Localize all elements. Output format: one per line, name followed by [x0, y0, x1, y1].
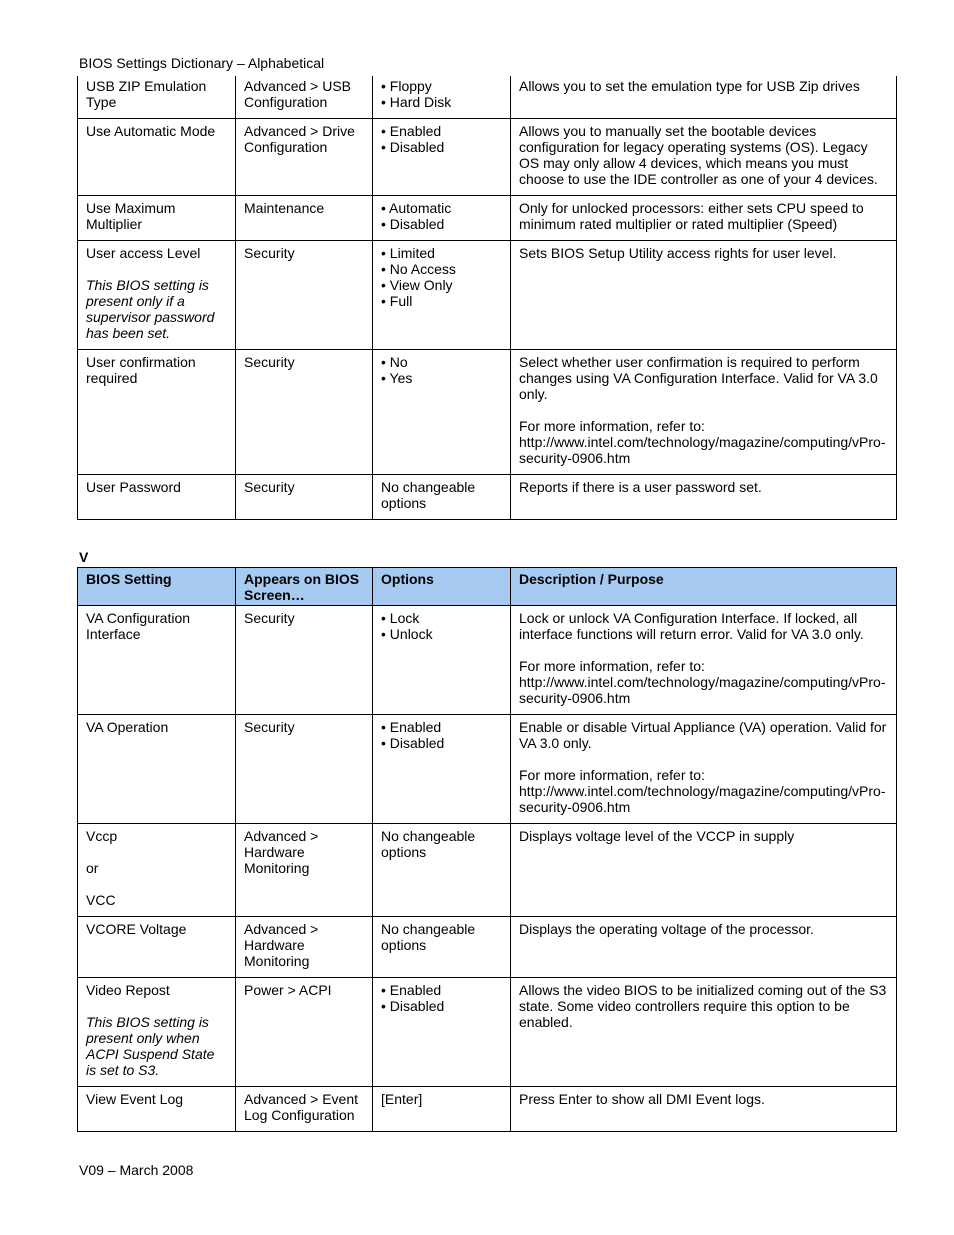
option-item: • Enabled	[381, 123, 442, 139]
option-item: • Enabled	[381, 719, 442, 735]
cell-options	[373, 241, 511, 350]
cell-options	[373, 350, 511, 475]
cell-setting	[78, 76, 236, 119]
option-item: • Disabled	[381, 139, 445, 155]
setting-name: Use Maximum Multiplier	[86, 200, 176, 232]
option-item: • Unlock	[381, 626, 433, 642]
option-item: • Full	[381, 293, 413, 309]
setting-name: User confirmation required	[86, 354, 196, 386]
setting-name: Vccp	[86, 828, 118, 844]
cell-screen	[236, 917, 373, 978]
option-item: • Disabled	[381, 998, 445, 1014]
cell-description	[511, 119, 897, 196]
table-row	[78, 824, 897, 917]
cell-description	[511, 241, 897, 350]
cell-screen	[236, 119, 373, 196]
page-header: BIOS Settings Dictionary – Alphabetical	[79, 55, 325, 71]
setting-name: User Password	[86, 479, 181, 495]
option-item: • View Only	[381, 277, 453, 293]
description-paragraph: Displays voltage level of the VCCP in supply	[519, 828, 795, 844]
screen-path: Advanced > Hardware Monitoring	[244, 828, 319, 876]
setting-note: This BIOS setting is present only if a supervisor password has been set.	[86, 277, 215, 341]
column-header-options: Options	[373, 568, 511, 606]
description-paragraph: Allows you to manually set the bootable devices configuration for legacy operating systems (OS). Legacy OS may only allow 4 devices, which means you must choose to use the IDE controller as one of your 4 devices.	[519, 123, 878, 187]
cell-description	[511, 1087, 897, 1132]
table-row	[78, 475, 897, 520]
settings-table-v	[77, 567, 897, 1132]
option-item: • Limited	[381, 245, 435, 261]
cell-setting	[78, 824, 236, 917]
table-row	[78, 350, 897, 475]
cell-screen	[236, 606, 373, 715]
column-header-screen: Appears on BIOS Screen…	[236, 568, 373, 606]
description-paragraph: Press Enter to show all DMI Event logs.	[519, 1091, 765, 1107]
option-item: • Lock	[381, 610, 420, 626]
cell-description	[511, 350, 897, 475]
option-item: • Floppy	[381, 78, 432, 94]
description-paragraph: Only for unlocked processors: either sets CPU speed to minimum rated multiplier or rated multiplier (Speed)	[519, 200, 864, 232]
description-paragraph: Lock or unlock VA Configuration Interface. If locked, all interface functions will return error. Valid for VA 3.0 only.	[519, 610, 864, 642]
option-item: • Disabled	[381, 735, 445, 751]
option-item: • Automatic	[381, 200, 452, 216]
cell-screen	[236, 196, 373, 241]
description-paragraph: Sets BIOS Setup Utility access rights for user level.	[519, 245, 837, 261]
screen-path: Security	[244, 610, 295, 626]
cell-options	[373, 917, 511, 978]
option-item: [Enter]	[381, 1091, 423, 1107]
cell-description	[511, 475, 897, 520]
cell-options	[373, 1087, 511, 1132]
table-row	[78, 119, 897, 196]
cell-options	[373, 606, 511, 715]
page-footer: V09 – March 2008	[79, 1162, 194, 1178]
description-paragraph: Enable or disable Virtual Appliance (VA) operation. Valid for VA 3.0 only.	[519, 719, 887, 751]
setting-name: VA Operation	[86, 719, 169, 735]
cell-options	[373, 475, 511, 520]
cell-screen	[236, 824, 373, 917]
section-letter-v: V	[79, 549, 89, 565]
option-item: • Hard Disk	[381, 94, 452, 110]
setting-name: Use Automatic Mode	[86, 123, 216, 139]
setting-alias: or	[86, 860, 99, 876]
table-row	[78, 241, 897, 350]
option-item: • No Access	[381, 261, 456, 277]
cell-description	[511, 606, 897, 715]
cell-description	[511, 824, 897, 917]
option-item: No changeable options	[381, 921, 476, 953]
setting-name: USB ZIP Emulation Type	[86, 78, 207, 110]
description-paragraph: Select whether user confirmation is required to perform changes using VA Configuration Interface. Valid for VA 3.0 only.	[519, 354, 878, 402]
setting-name: User access Level	[86, 245, 201, 261]
setting-name: VCORE Voltage	[86, 921, 187, 937]
column-header-setting: BIOS Setting	[78, 568, 236, 606]
cell-options	[373, 715, 511, 824]
cell-setting	[78, 241, 236, 350]
screen-path: Power > ACPI	[244, 982, 332, 998]
setting-name: Video Repost	[86, 982, 170, 998]
cell-options	[373, 196, 511, 241]
option-item: No changeable options	[381, 479, 476, 511]
cell-options	[373, 76, 511, 119]
screen-path: Advanced > Event Log Configuration	[244, 1091, 359, 1123]
cell-setting	[78, 475, 236, 520]
cell-description	[511, 917, 897, 978]
cell-description	[511, 76, 897, 119]
cell-setting	[78, 606, 236, 715]
option-item: • No	[381, 354, 408, 370]
description-paragraph: Displays the operating voltage of the processor.	[519, 921, 814, 937]
cell-setting	[78, 119, 236, 196]
setting-alias: VCC	[86, 892, 116, 908]
description-paragraph: For more information, refer to: http://www.intel.com/technology/magazine/computing/vPro-security-0906.htm	[519, 418, 886, 466]
screen-path: Security	[244, 719, 295, 735]
cell-screen	[236, 350, 373, 475]
table-row	[78, 715, 897, 824]
cell-options	[373, 824, 511, 917]
cell-screen	[236, 475, 373, 520]
cell-options	[373, 978, 511, 1087]
cell-description	[511, 196, 897, 241]
cell-setting	[78, 917, 236, 978]
setting-name: VA Configuration Interface	[86, 610, 191, 642]
settings-table-u	[77, 76, 897, 520]
cell-setting	[78, 1087, 236, 1132]
table-header-row	[78, 568, 897, 606]
screen-path: Security	[244, 479, 295, 495]
cell-screen	[236, 1087, 373, 1132]
table-row	[78, 917, 897, 978]
screen-path: Advanced > Drive Configuration	[244, 123, 355, 155]
cell-setting	[78, 350, 236, 475]
screen-path: Advanced > USB Configuration	[244, 78, 352, 110]
screen-path: Advanced > Hardware Monitoring	[244, 921, 319, 969]
description-paragraph: Allows you to set the emulation type for USB Zip drives	[519, 78, 860, 94]
cell-screen	[236, 76, 373, 119]
table-row	[78, 76, 897, 119]
screen-path: Maintenance	[244, 200, 325, 216]
column-header-description: Description / Purpose	[511, 568, 897, 606]
screen-path: Security	[244, 245, 295, 261]
table-row	[78, 1087, 897, 1132]
screen-path: Security	[244, 354, 295, 370]
description-paragraph: Reports if there is a user password set.	[519, 479, 762, 495]
option-item: • Disabled	[381, 216, 445, 232]
cell-screen	[236, 978, 373, 1087]
cell-setting	[78, 978, 236, 1087]
cell-description	[511, 715, 897, 824]
description-paragraph: For more information, refer to: http://www.intel.com/technology/magazine/computing/vPro-security-0906.htm	[519, 767, 886, 815]
table-row	[78, 196, 897, 241]
option-item: No changeable options	[381, 828, 476, 860]
cell-setting	[78, 196, 236, 241]
table-row	[78, 978, 897, 1087]
setting-note: This BIOS setting is present only when ACPI Suspend State is set to S3.	[86, 1014, 215, 1078]
cell-setting	[78, 715, 236, 824]
description-paragraph: For more information, refer to: http://www.intel.com/technology/magazine/computing/vPro-security-0906.htm	[519, 658, 886, 706]
description-paragraph: Allows the video BIOS to be initialized coming out of the S3 state. Some video controllers require this option to be enabled.	[519, 982, 887, 1030]
cell-screen	[236, 241, 373, 350]
option-item: • Enabled	[381, 982, 442, 998]
cell-options	[373, 119, 511, 196]
setting-name: View Event Log	[86, 1091, 184, 1107]
cell-description	[511, 978, 897, 1087]
cell-screen	[236, 715, 373, 824]
option-item: • Yes	[381, 370, 413, 386]
table-row	[78, 606, 897, 715]
